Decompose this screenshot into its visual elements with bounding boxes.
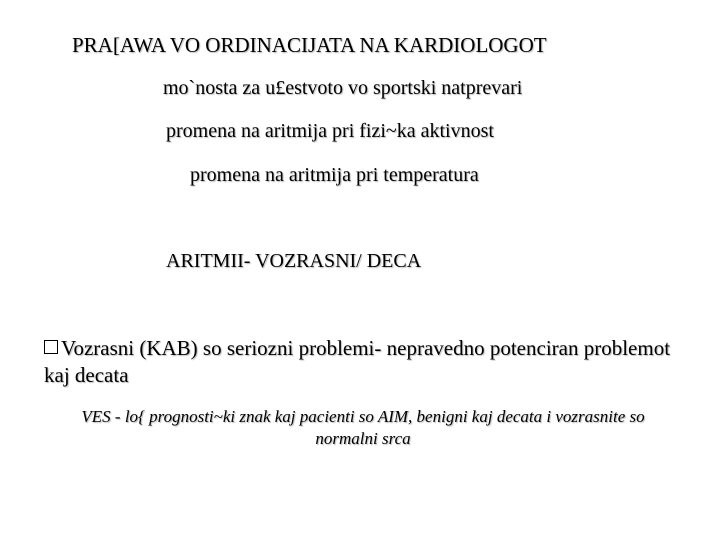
bullet-item: [44, 335, 684, 389]
section-subtitle: ARITMII- VOZRASNI/ DECA: [166, 250, 422, 272]
note-text: VES - lo{ prognosti~ki znak kaj pacienti so AIM, benigni kaj decata i vozrasnite so normalni srca: [81, 407, 645, 448]
question-sports-participation: mo`nosta za u£estvoto vo sportski natprevari: [163, 77, 523, 99]
checkbox-square-icon: [44, 340, 58, 354]
bullet-text: Vozrasni (KAB) so seriozni problemi- nepravedno potenciran problemot kaj decata: [44, 336, 671, 387]
slide-title: PRA[AWA VO ORDINACIJATA NA KARDIOLOGOT: [72, 33, 547, 57]
question-arrhythmia-temperature: promena na aritmija pri temperatura: [190, 164, 479, 186]
question-arrhythmia-exercise: promena na aritmija pri fizi~ka aktivnost: [166, 120, 494, 142]
